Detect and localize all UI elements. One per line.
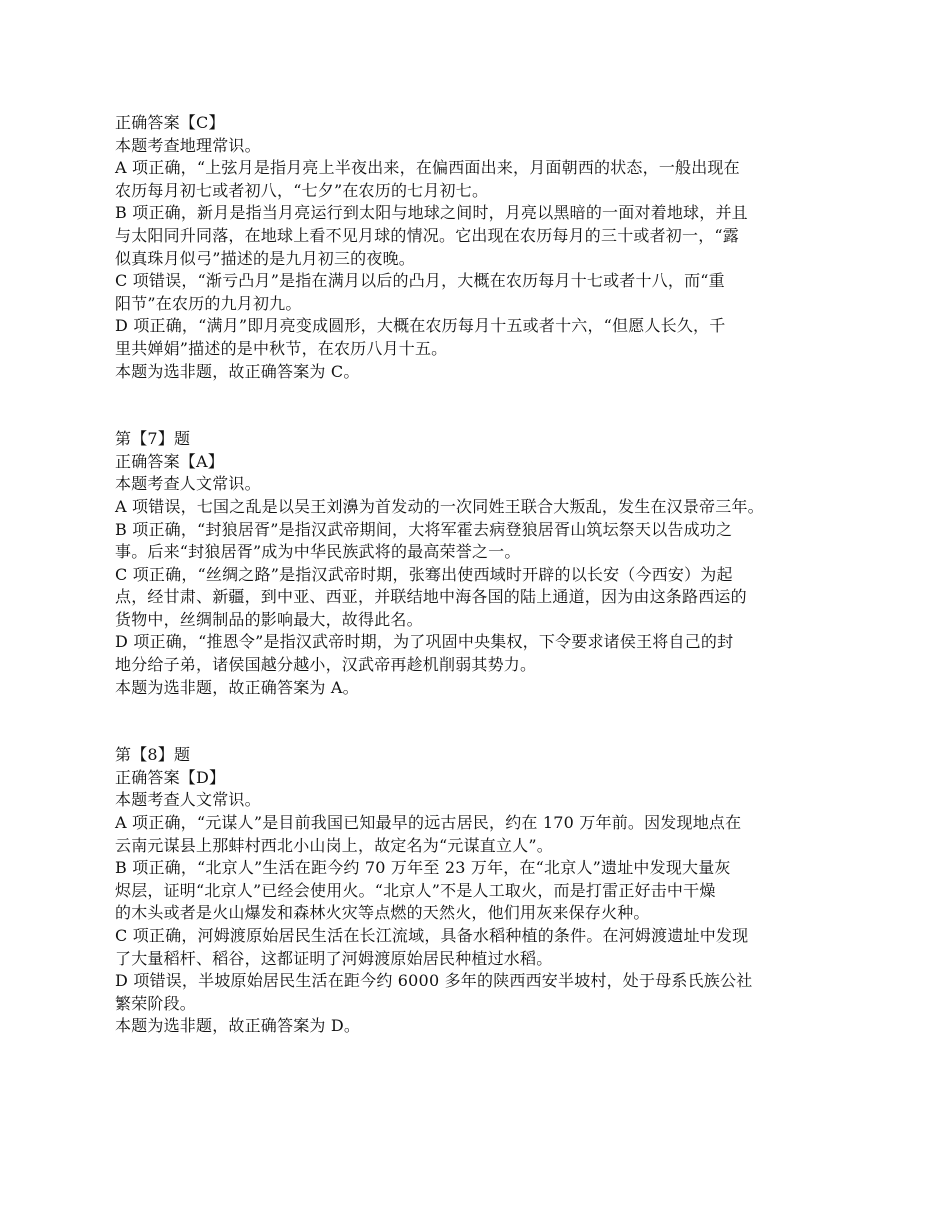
conclusion-line: 本题为选非题，故正确答案为 C。: [115, 361, 360, 381]
answer-section-6: [115, 112, 840, 383]
explanation-line: 货物中，丝绸制品的影响最大，故得此名。: [115, 609, 423, 629]
explanation-line: 烬层，证明“北京人”已经会使用火。“北京人”不是人工取火，而是打雷正好击中干燥: [115, 880, 716, 900]
explanation-line: 里共婵娟”描述的是中秋节，在农历八月十五。: [115, 338, 448, 358]
explanation-line: A 项错误，七国之乱是以吴王刘濞为首发动的一次同姓王联合大叛乱，发生在汉景帝三年。: [115, 496, 764, 516]
explanation-line: 阳节”在农历的九月初九。: [115, 293, 302, 313]
explanation-line: A 项正确，“元谋人”是目前我国已知最早的远古居民，约在 170 万年前。因发现地点在: [115, 813, 742, 833]
explanation-line: 似真珠月似弓”描述的是九月初三的夜晚。: [115, 248, 415, 268]
question-heading: 第【8】题: [115, 745, 191, 765]
explanation-line: 事。后来“封狼居胥”成为中华民族武将的最高荣誉之一。: [115, 542, 521, 562]
explanation-line: 与太阳同升同落，在地球上看不见月球的情况。它出现在农历每月的三十或者初一，“露: [115, 225, 739, 245]
explanation-line: 了大量稻杆、稻谷，这都证明了河姆渡原始居民种植过水稻。: [115, 948, 553, 968]
explanation-line: B 项正确，“封狼居胥”是指汉武帝期间，大将军霍去病登狼居胥山筑坛祭天以告成功之: [115, 519, 733, 539]
explanation-line: B 项正确，“北京人”生活在距今约 70 万年至 23 万年，在“北京人”遗址中发现大量灰: [115, 858, 731, 878]
explanation-line: 地分给子弟，诸侯国越分越小，汉武帝再趁机削弱其势力。: [115, 655, 537, 675]
explanation-line: 繁荣阶段。: [115, 993, 197, 1013]
explanation-line: D 项正确，“满月”即月亮变成圆形，大概在农历每月十五或者十六，“但愿人长久，千: [115, 316, 726, 336]
topic-line: 本题考查地理常识。: [115, 135, 261, 155]
explanation-line: 农历每月初七或者初八，“七夕”在农历的七月初七。: [115, 180, 489, 200]
question-section-8: [115, 744, 840, 1038]
explanation-line: D 项正确，“推恩令”是指汉武帝时期，为了巩固中央集权，下令要求诸侯王将自己的封: [115, 632, 734, 652]
explanation-line: B 项正确，新月是指当月亮运行到太阳与地球之间时，月亮以黑暗的一面对着地球，并且: [115, 203, 748, 223]
explanation-line: 点，经甘肃、新疆，到中亚、西亚，并联结地中海各国的陆上通道，因为由这条路西运的: [115, 587, 747, 607]
explanation-line: A 项正确，“上弦月是指月亮上半夜出来，在偏西面出来，月面朝西的状态，一般出现在: [115, 158, 740, 178]
conclusion-line: 本题为选非题，故正确答案为 A。: [115, 677, 359, 697]
document-page: [115, 112, 840, 1038]
explanation-line: C 项正确，“丝绸之路”是指汉武帝时期，张骞出使西域时开辟的以长安（今西安）为起: [115, 564, 733, 584]
question-heading: 第【7】题: [115, 429, 191, 449]
answer-line: 正确答案【D】: [115, 767, 226, 787]
explanation-line: C 项错误，“渐亏凸月”是指在满月以后的凸月，大概在农历每月十七或者十八，而“重: [115, 271, 725, 291]
explanation-line: 云南元谋县上那蚌村西北小山岗上，故定名为“元谋直立人”。: [115, 835, 553, 855]
explanation-line: 的木头或者是火山爆发和森林火灾等点燃的天然火，他们用灰来保存火种。: [115, 903, 650, 923]
explanation-line: D 项错误，半坡原始居民生活在距今约 6000 多年的陕西西安半坡村，处于母系氏族公社: [115, 971, 753, 991]
topic-line: 本题考查人文常识。: [115, 790, 261, 810]
explanation-line: C 项正确，河姆渡原始居民生活在长江流域，具备水稻种植的条件。在河姆渡遗址中发现: [115, 926, 749, 945]
answer-line: 正确答案【A】: [115, 451, 224, 471]
answer-line: 正确答案【C】: [115, 113, 225, 132]
question-section-7: [115, 428, 840, 699]
conclusion-line: 本题为选非题，故正确答案为 D。: [115, 1016, 361, 1036]
topic-line: 本题考查人文常识。: [115, 474, 261, 494]
